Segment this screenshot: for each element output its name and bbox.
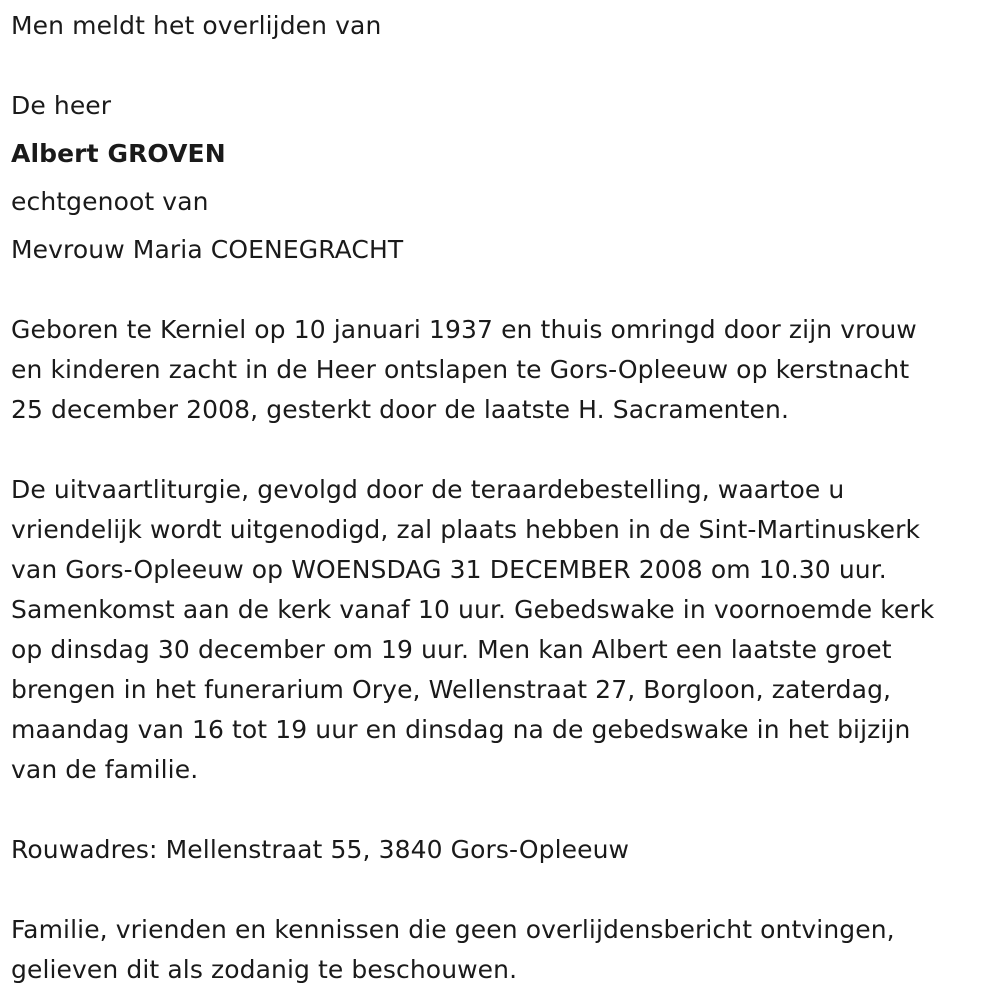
funeral-line: De uitvaartliturgie, gevolgd door de teraardebestelling, waartoe u bbox=[11, 475, 845, 504]
funeral-line: Samenkomst aan de kerk vanaf 10 uur. Gebedswake in voornoemde kerk bbox=[11, 595, 935, 624]
deceased-name: Albert GROVEN bbox=[11, 139, 226, 168]
spouse-relation: echtgenoot van bbox=[11, 187, 209, 216]
funeral-line: van Gors-Opleeuw op WOENSDAG 31 DECEMBER 2008 om 10.30 uur. bbox=[11, 555, 887, 584]
funeral-line: vriendelijk wordt uitgenodigd, zal plaats hebben in de Sint-Martinuskerk bbox=[11, 515, 921, 544]
funeral-line: van de familie. bbox=[11, 755, 199, 784]
spouse-name: Mevrouw Maria COENEGRACHT bbox=[11, 235, 404, 264]
birth-death-line: en kinderen zacht in de Heer ontslapen te Gors-Opleeuw op kerstnacht bbox=[11, 355, 910, 384]
funeral-line: maandag van 16 tot 19 uur en dinsdag na de gebedswake in het bijzijn bbox=[11, 715, 911, 744]
birth-death-line: 25 december 2008, gesterkt door de laatste H. Sacramenten. bbox=[11, 395, 790, 424]
intro-text: Men meldt het overlijden van bbox=[11, 11, 382, 40]
mourning-address: Rouwadres: Mellenstraat 55, 3840 Gors-Opleeuw bbox=[11, 835, 630, 864]
funeral-line: op dinsdag 30 december om 19 uur. Men kan Albert een laatste groet bbox=[11, 635, 892, 664]
salutation: De heer bbox=[11, 91, 112, 120]
closing-line: Familie, vrienden en kennissen die geen overlijdensbericht ontvingen, bbox=[11, 915, 895, 944]
birth-death-line: Geboren te Kerniel op 10 januari 1937 en thuis omringd door zijn vrouw bbox=[11, 315, 917, 344]
closing-line: gelieven dit als zodanig te beschouwen. bbox=[11, 955, 518, 984]
funeral-line: brengen in het funerarium Orye, Wellenstraat 27, Borgloon, zaterdag, bbox=[11, 675, 892, 704]
